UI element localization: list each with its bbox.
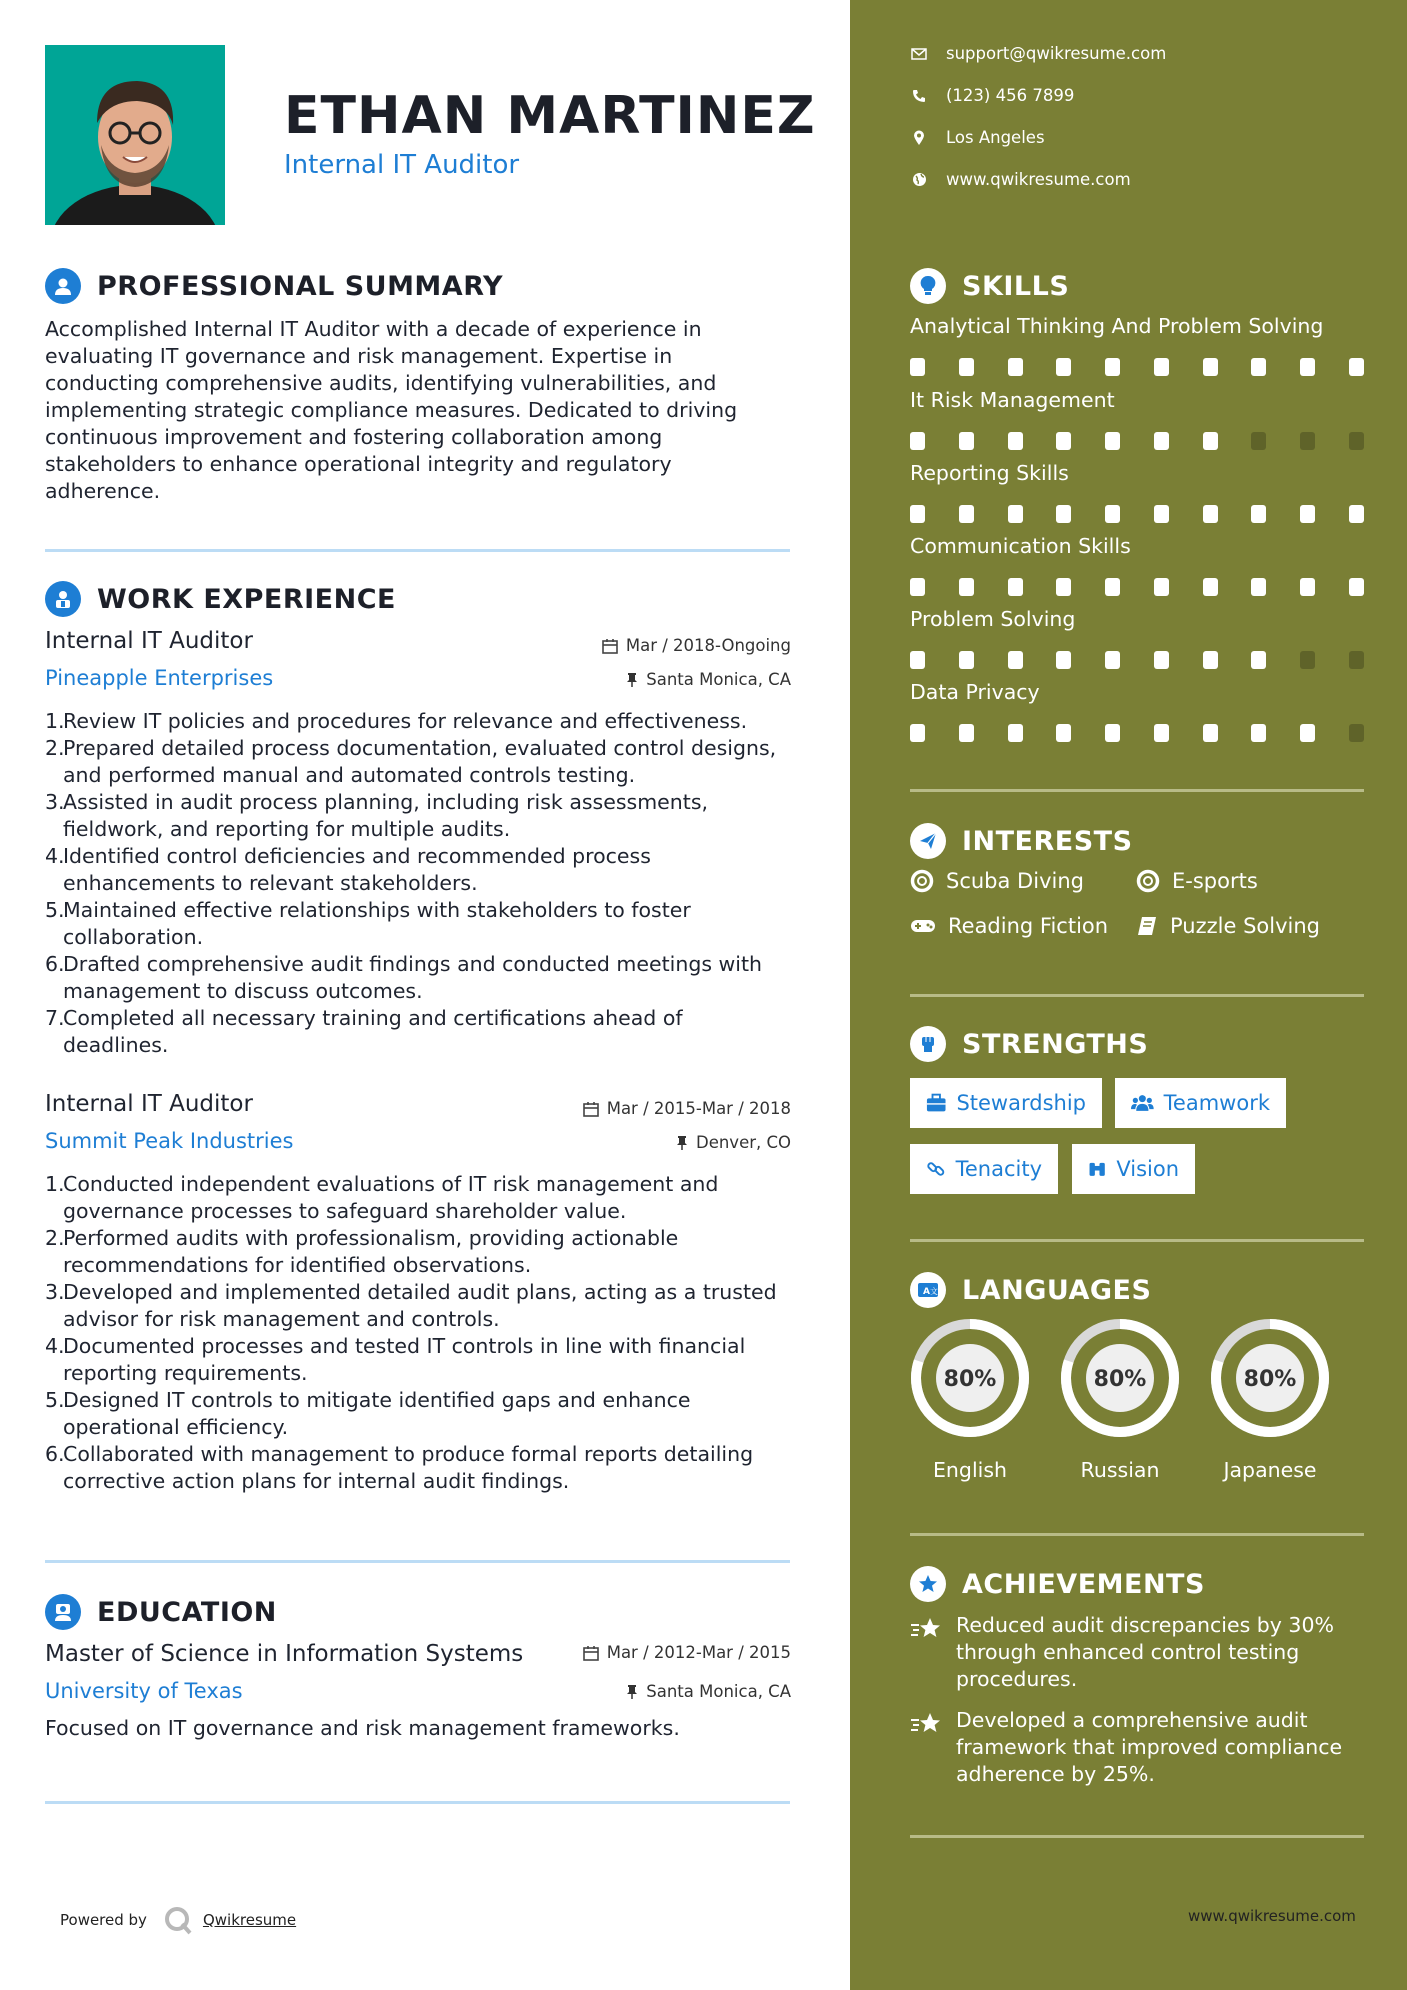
rating-dot-filled	[1154, 432, 1169, 450]
rating-dot-filled	[1056, 358, 1071, 376]
achievements-header	[910, 1566, 1205, 1602]
job-1-location-text: Santa Monica, CA	[646, 670, 791, 689]
rating-dot-filled	[1008, 724, 1023, 742]
rating-dot-empty	[1251, 432, 1266, 450]
duty-item: 5. Designed IT controls to mitigate identified gaps and enhance operational efficiency.	[45, 1388, 691, 1439]
rating-dot-filled	[1008, 505, 1023, 523]
globe-icon	[910, 171, 928, 189]
job-1-dates-text: Mar / 2018-Ongoing	[625, 636, 791, 655]
contact-phone-text: (123) 456 7899	[946, 86, 1075, 105]
rating-dot-filled	[1203, 358, 1218, 376]
interest-item	[910, 869, 1084, 893]
job-1-duties	[45, 708, 790, 1059]
duty-item: 6. Collaborated with management to produce formal reports detailing corrective action plans for internal audit findings.	[45, 1442, 754, 1493]
interest-item	[1136, 914, 1320, 938]
duty-item: 5. Maintained effective relationships with stakeholders to foster collaboration.	[45, 898, 691, 949]
rating-dot-filled	[1349, 578, 1364, 596]
language-name: English	[932, 1458, 1008, 1482]
rating-dot-filled	[1056, 505, 1071, 523]
rating-dot-filled	[1300, 578, 1315, 596]
rating-dot-filled	[1105, 724, 1120, 742]
user-icon	[45, 268, 81, 304]
strength-chip	[1115, 1078, 1286, 1128]
profile-photo	[45, 45, 225, 225]
rating-dot-filled	[959, 505, 974, 523]
rating-dot-filled	[1203, 505, 1218, 523]
languages-title: LANGUAGES	[962, 1274, 1152, 1306]
rating-dot-filled	[910, 432, 925, 450]
achievement-text: Developed a comprehensive audit framework that improved compliance adherence by 25%.	[956, 1708, 1343, 1786]
rating-dot-empty	[1300, 651, 1315, 669]
svg-text:文: 文	[930, 1287, 938, 1296]
divider	[45, 1560, 790, 1563]
achievement-text: Reduced audit discrepancies by 30% through enhanced control testing procedures.	[956, 1613, 1334, 1691]
divider	[910, 1239, 1364, 1242]
pushpin-icon	[676, 1135, 688, 1151]
skill-name: Communication Skills	[910, 534, 1131, 558]
education-description: Focused on IT governance and risk management frameworks.	[45, 1716, 680, 1740]
skill-row	[910, 680, 1364, 742]
job-1-dates	[602, 636, 791, 655]
skill-rating	[910, 578, 1364, 596]
skill-name: Data Privacy	[910, 680, 1040, 704]
rating-dot-filled	[1056, 578, 1071, 596]
duty-item: 4. Identified control deficiencies and recommended process enhancements to relevant stakeholders.	[45, 844, 651, 895]
graduate-icon	[45, 1594, 81, 1630]
languages-header	[910, 1272, 1151, 1308]
skill-name: Reporting Skills	[910, 461, 1069, 485]
qwikresume-link[interactable]: Qwikresume	[202, 1911, 297, 1929]
pushpin-icon	[626, 672, 638, 688]
education-dates-text: Mar / 2012-Mar / 2015	[606, 1643, 791, 1662]
rating-dot-filled	[910, 724, 925, 742]
duty-item: 4. Documented processes and tested IT controls in line with financial reporting requirements.	[45, 1334, 746, 1385]
job-2-dates-text: Mar / 2015-Mar / 2018	[606, 1099, 791, 1118]
rating-dot-filled	[1300, 358, 1315, 376]
life-ring-icon	[910, 869, 934, 893]
rating-dot-filled	[1056, 724, 1071, 742]
language-percent: 80%	[943, 1367, 997, 1392]
contact-website[interactable]	[910, 170, 1131, 189]
language-ring	[1058, 1316, 1182, 1440]
rating-dot-filled	[1154, 358, 1169, 376]
duty-item: 3. Assisted in audit process planning, including risk assessments, fieldwork, and reporting for multiple audits.	[45, 790, 709, 841]
language-item	[1058, 1316, 1182, 1482]
lightbulb-icon	[910, 268, 946, 304]
skill-row	[910, 314, 1364, 376]
contact-location	[910, 128, 1045, 147]
rating-dot-empty	[1300, 432, 1315, 450]
binoculars-icon	[1088, 1159, 1106, 1179]
contact-phone[interactable]	[910, 86, 1074, 105]
strength-label: Vision	[1116, 1157, 1179, 1181]
rating-dot-filled	[1203, 578, 1218, 596]
duty-item: 7. Completed all necessary training and certifications ahead of deadlines.	[45, 1006, 683, 1057]
svg-text:A: A	[923, 1287, 930, 1297]
language-name: Russian	[1080, 1458, 1160, 1482]
interests-title: INTERESTS	[962, 825, 1133, 857]
book-icon	[1136, 915, 1158, 937]
calendar-icon	[583, 1101, 599, 1117]
skill-rating	[910, 724, 1364, 742]
rating-dot-filled	[1203, 651, 1218, 669]
rating-dot-filled	[910, 358, 925, 376]
qwikresume-logo-icon	[163, 1905, 193, 1935]
job-1-title: Internal IT Auditor	[45, 628, 253, 654]
divider	[45, 549, 790, 552]
skill-name: Problem Solving	[910, 607, 1076, 631]
star-badge-icon	[910, 1566, 946, 1602]
duty-item: 1. Review IT policies and procedures for relevance and effectiveness.	[45, 709, 748, 733]
job-2-dates	[583, 1099, 791, 1118]
rating-dot-filled	[1105, 358, 1120, 376]
skill-rating	[910, 505, 1364, 523]
rating-dot-empty	[1349, 432, 1364, 450]
footer-website[interactable]: www.qwikresume.com	[1188, 1907, 1356, 1925]
interest-label: Scuba Diving	[946, 869, 1084, 893]
translate-icon	[910, 1272, 946, 1308]
skill-rating	[910, 358, 1364, 376]
rating-dot-filled	[1251, 578, 1266, 596]
life-ring-icon	[1136, 869, 1160, 893]
rating-dot-filled	[959, 651, 974, 669]
paper-plane-icon	[910, 823, 946, 859]
rating-dot-filled	[1008, 358, 1023, 376]
rating-dot-filled	[1203, 724, 1218, 742]
rating-dot-filled	[1251, 505, 1266, 523]
phone-icon	[910, 87, 928, 105]
powered-by	[60, 1905, 296, 1935]
language-percent: 80%	[1243, 1367, 1297, 1392]
divider	[910, 789, 1364, 792]
skill-row	[910, 461, 1364, 523]
job-2-title: Internal IT Auditor	[45, 1091, 253, 1117]
duty-item: 2. Prepared detailed process documentation, evaluated control designs, and performed manual and automated controls testing.	[45, 736, 777, 787]
education-header	[45, 1594, 277, 1630]
skill-row	[910, 607, 1364, 669]
rating-dot-filled	[1251, 651, 1266, 669]
rating-dot-filled	[1251, 358, 1266, 376]
rating-dot-filled	[1056, 651, 1071, 669]
skill-rating	[910, 432, 1364, 450]
divider	[910, 994, 1364, 997]
strength-label: Tenacity	[955, 1157, 1042, 1181]
rating-dot-filled	[1349, 505, 1364, 523]
contact-website-text: www.qwikresume.com	[946, 170, 1131, 189]
rating-dot-filled	[1056, 432, 1071, 450]
rating-dot-empty	[1349, 724, 1364, 742]
rating-dot-filled	[1008, 432, 1023, 450]
rating-dot-filled	[1105, 432, 1120, 450]
strength-label: Teamwork	[1163, 1091, 1270, 1115]
job-2-location-text: Denver, CO	[695, 1133, 791, 1152]
duty-item: 6. Drafted comprehensive audit findings and conducted meetings with management to discuss outcomes.	[45, 952, 763, 1003]
contact-location-text: Los Angeles	[946, 128, 1045, 147]
rating-dot-filled	[1251, 724, 1266, 742]
duty-item: 3. Developed and implemented detailed audit plans, acting as a trusted advisor for risk management and controls.	[45, 1280, 777, 1331]
language-name: Japanese	[1223, 1458, 1317, 1482]
rating-dot-filled	[910, 651, 925, 669]
rating-dot-filled	[959, 358, 974, 376]
language-percent: 80%	[1093, 1367, 1147, 1392]
degree: Master of Science in Information Systems	[45, 1641, 524, 1667]
rating-dot-filled	[1008, 651, 1023, 669]
job-1-company: Pineapple Enterprises	[45, 666, 274, 690]
rating-dot-filled	[1300, 505, 1315, 523]
achievement-item	[910, 1612, 1370, 1693]
experience-header	[45, 581, 396, 617]
strengths-header	[910, 1026, 1148, 1062]
job-2-company: Summit Peak Industries	[45, 1129, 294, 1153]
rating-dot-filled	[1349, 358, 1364, 376]
interest-label: Puzzle Solving	[1170, 914, 1320, 938]
strength-chip	[910, 1144, 1058, 1194]
calendar-icon	[583, 1645, 599, 1661]
skills-title: SKILLS	[962, 270, 1070, 302]
skill-row	[910, 534, 1364, 596]
rating-dot-filled	[1154, 724, 1169, 742]
skill-row	[910, 388, 1364, 450]
achievement-item	[910, 1707, 1370, 1788]
candidate-name: ETHAN MARTINEZ	[284, 86, 816, 146]
star-icon	[910, 1707, 946, 1788]
contact-email-text: support@qwikresume.com	[946, 44, 1167, 63]
interest-item	[1136, 869, 1258, 893]
divider	[910, 1533, 1364, 1536]
gamepad-icon	[910, 918, 936, 934]
link-icon	[926, 1158, 946, 1180]
rating-dot-filled	[1008, 578, 1023, 596]
summary-title: PROFESSIONAL SUMMARY	[97, 270, 504, 302]
contact-email[interactable]	[910, 44, 1166, 63]
strength-chip	[1072, 1144, 1195, 1194]
interest-item	[910, 914, 1108, 938]
language-item	[908, 1316, 1032, 1482]
skill-name: Analytical Thinking And Problem Solving	[910, 314, 1324, 338]
map-pin-icon	[910, 129, 928, 147]
powered-by-text: Powered by	[60, 1911, 147, 1929]
strength-label: Stewardship	[956, 1091, 1086, 1115]
skills-header	[910, 268, 1069, 304]
rating-dot-filled	[910, 578, 925, 596]
education-title: EDUCATION	[97, 1596, 277, 1628]
rating-dot-filled	[959, 432, 974, 450]
interest-label: E-sports	[1172, 869, 1258, 893]
briefcase-user-icon	[45, 581, 81, 617]
education-location-text: Santa Monica, CA	[646, 1682, 791, 1701]
rating-dot-filled	[1154, 578, 1169, 596]
school: University of Texas	[45, 1679, 243, 1703]
rating-dot-filled	[1105, 651, 1120, 669]
pushpin-icon	[626, 1684, 638, 1700]
skill-name: It Risk Management	[910, 388, 1115, 412]
divider	[910, 1835, 1364, 1838]
language-ring	[908, 1316, 1032, 1440]
job-2-location	[676, 1133, 791, 1152]
experience-title: WORK EXPERIENCE	[97, 583, 396, 615]
rating-dot-filled	[1203, 432, 1218, 450]
interest-label: Reading Fiction	[948, 914, 1109, 938]
calendar-icon	[602, 638, 618, 654]
rating-dot-filled	[1105, 505, 1120, 523]
fist-icon	[910, 1026, 946, 1062]
summary-header	[45, 268, 503, 304]
duty-item: 2. Performed audits with professionalism, providing actionable recommendations for identified observations.	[45, 1226, 679, 1277]
envelope-icon	[910, 45, 928, 63]
strengths-title: STRENGTHS	[962, 1028, 1149, 1060]
rating-dot-filled	[959, 578, 974, 596]
candidate-role: Internal IT Auditor	[284, 150, 520, 180]
language-ring	[1208, 1316, 1332, 1440]
rating-dot-filled	[1300, 724, 1315, 742]
rating-dot-filled	[1154, 651, 1169, 669]
education-dates	[583, 1643, 791, 1662]
summary-text: Accomplished Internal IT Auditor with a decade of experience in evaluating IT governance and risk management. Expertise in conducting comprehensive audits, identifying vulnerabilities, and implementing strategic compliance measures. Dedicated to driving continuous improvement and fostering collaboration among stakeholders to enhance operational integrity and regulatory adherence.	[45, 317, 738, 503]
job-2-duties	[45, 1171, 790, 1495]
achievements-title: ACHIEVEMENTS	[962, 1568, 1205, 1600]
briefcase-icon	[926, 1093, 946, 1113]
interests-header	[910, 823, 1133, 859]
users-icon	[1131, 1093, 1154, 1113]
strength-chip	[910, 1078, 1102, 1128]
job-1-location	[626, 670, 791, 689]
education-location	[626, 1682, 791, 1701]
rating-dot-filled	[910, 505, 925, 523]
rating-dot-filled	[1154, 505, 1169, 523]
duty-item: 1. Conducted independent evaluations of IT risk management and governance processes to safeguard shareholder value.	[45, 1172, 719, 1223]
skill-rating	[910, 651, 1364, 669]
star-icon	[910, 1612, 946, 1693]
divider	[45, 1801, 790, 1804]
rating-dot-filled	[1105, 578, 1120, 596]
rating-dot-empty	[1349, 651, 1364, 669]
language-item	[1208, 1316, 1332, 1482]
rating-dot-filled	[959, 724, 974, 742]
